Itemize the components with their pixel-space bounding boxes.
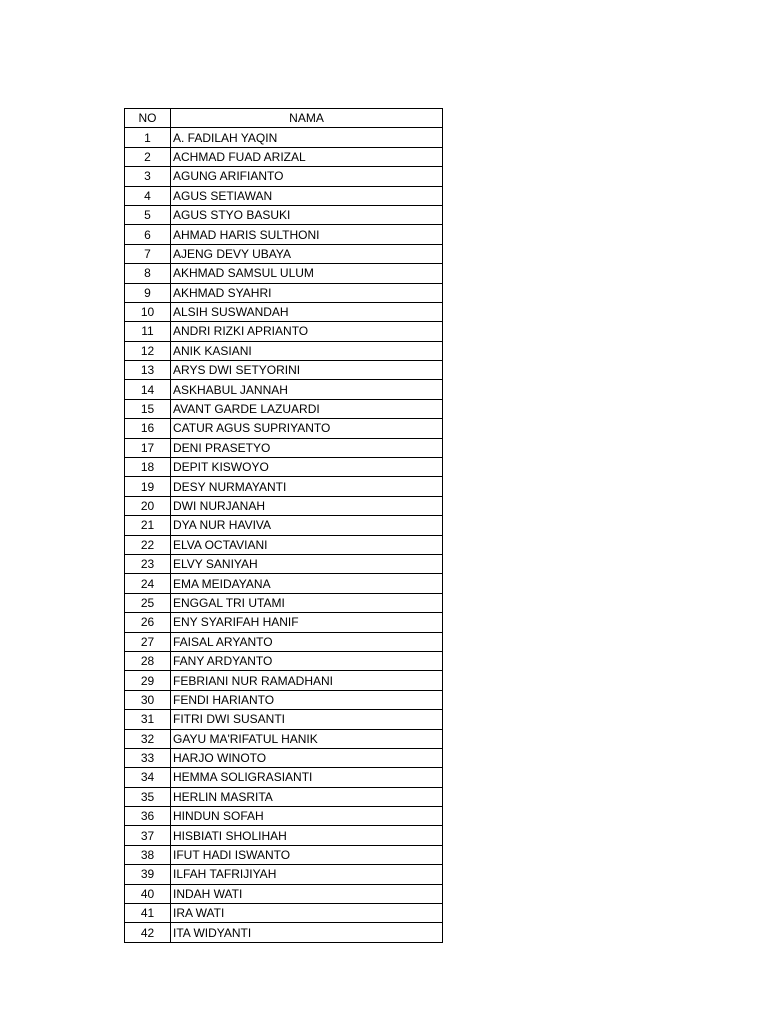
- table-row: [125, 128, 443, 147]
- name-cell: DWI NURJANAH: [171, 496, 443, 515]
- table-body: [125, 128, 443, 942]
- table-row: [125, 167, 443, 186]
- row-number-cell: 40: [125, 884, 171, 903]
- name-list-sheet: [124, 108, 442, 943]
- row-number-cell: 11: [125, 322, 171, 341]
- name-cell: FEBRIANI NUR RAMADHANI: [171, 671, 443, 690]
- table-row: [125, 865, 443, 884]
- table-row: [125, 477, 443, 496]
- column-header-no: NO: [125, 109, 171, 128]
- table-row: [125, 244, 443, 263]
- table-header-row: [125, 109, 443, 128]
- name-cell: DEPIT KISWOYO: [171, 458, 443, 477]
- row-number-cell: 37: [125, 826, 171, 845]
- row-number-cell: 5: [125, 205, 171, 224]
- name-cell: DESY NURMAYANTI: [171, 477, 443, 496]
- name-cell: FAISAL ARYANTO: [171, 632, 443, 651]
- name-cell: HARJO WINOTO: [171, 748, 443, 767]
- table-row: [125, 845, 443, 864]
- row-number-cell: 27: [125, 632, 171, 651]
- table-row: [125, 264, 443, 283]
- name-cell: INDAH WATI: [171, 884, 443, 903]
- row-number-cell: 24: [125, 574, 171, 593]
- name-cell: ENGGAL TRI UTAMI: [171, 593, 443, 612]
- name-cell: HEMMA SOLIGRASIANTI: [171, 768, 443, 787]
- row-number-cell: 4: [125, 186, 171, 205]
- row-number-cell: 10: [125, 302, 171, 321]
- row-number-cell: 30: [125, 690, 171, 709]
- row-number-cell: 42: [125, 923, 171, 942]
- column-header-nama: NAMA: [171, 109, 443, 128]
- name-cell: EMA MEIDAYANA: [171, 574, 443, 593]
- table-row: [125, 225, 443, 244]
- table-row: [125, 710, 443, 729]
- row-number-cell: 15: [125, 399, 171, 418]
- row-number-cell: 2: [125, 147, 171, 166]
- table-row: [125, 535, 443, 554]
- name-cell: HERLIN MASRITA: [171, 787, 443, 806]
- name-table: [124, 108, 443, 943]
- table-row: [125, 302, 443, 321]
- name-cell: AHMAD HARIS SULTHONI: [171, 225, 443, 244]
- name-cell: AKHMAD SYAHRI: [171, 283, 443, 302]
- table-row: [125, 283, 443, 302]
- table-row: [125, 419, 443, 438]
- table-row: [125, 554, 443, 573]
- row-number-cell: 29: [125, 671, 171, 690]
- table-row: [125, 399, 443, 418]
- name-cell: CATUR AGUS SUPRIYANTO: [171, 419, 443, 438]
- row-number-cell: 31: [125, 710, 171, 729]
- row-number-cell: 34: [125, 768, 171, 787]
- row-number-cell: 20: [125, 496, 171, 515]
- name-cell: HINDUN SOFAH: [171, 807, 443, 826]
- name-cell: A. FADILAH YAQIN: [171, 128, 443, 147]
- table-row: [125, 438, 443, 457]
- name-cell: FENDI HARIANTO: [171, 690, 443, 709]
- table-row: [125, 748, 443, 767]
- row-number-cell: 28: [125, 651, 171, 670]
- name-cell: ELVY SANIYAH: [171, 554, 443, 573]
- name-cell: AJENG DEVY UBAYA: [171, 244, 443, 263]
- row-number-cell: 36: [125, 807, 171, 826]
- table-row: [125, 632, 443, 651]
- table-row: [125, 380, 443, 399]
- name-cell: ENY SYARIFAH HANIF: [171, 613, 443, 632]
- name-cell: FANY ARDYANTO: [171, 651, 443, 670]
- row-number-cell: 35: [125, 787, 171, 806]
- table-row: [125, 186, 443, 205]
- name-cell: AGUS SETIAWAN: [171, 186, 443, 205]
- name-cell: FITRI DWI SUSANTI: [171, 710, 443, 729]
- name-cell: DENI PRASETYO: [171, 438, 443, 457]
- name-cell: ACHMAD FUAD ARIZAL: [171, 147, 443, 166]
- table-row: [125, 458, 443, 477]
- table-row: [125, 322, 443, 341]
- row-number-cell: 7: [125, 244, 171, 263]
- name-cell: DYA NUR HAVIVA: [171, 516, 443, 535]
- row-number-cell: 9: [125, 283, 171, 302]
- table-row: [125, 593, 443, 612]
- name-cell: AVANT GARDE LAZUARDI: [171, 399, 443, 418]
- name-cell: ASKHABUL JANNAH: [171, 380, 443, 399]
- table-row: [125, 205, 443, 224]
- name-cell: IRA WATI: [171, 904, 443, 923]
- name-cell: GAYU MA'RIFATUL HANIK: [171, 729, 443, 748]
- table-row: [125, 574, 443, 593]
- row-number-cell: 21: [125, 516, 171, 535]
- row-number-cell: 18: [125, 458, 171, 477]
- row-number-cell: 16: [125, 419, 171, 438]
- row-number-cell: 22: [125, 535, 171, 554]
- name-cell: AKHMAD SAMSUL ULUM: [171, 264, 443, 283]
- name-cell: ITA WIDYANTI: [171, 923, 443, 942]
- table-row: [125, 147, 443, 166]
- name-cell: ANDRI RIZKI APRIANTO: [171, 322, 443, 341]
- row-number-cell: 26: [125, 613, 171, 632]
- name-cell: AGUS STYO BASUKI: [171, 205, 443, 224]
- row-number-cell: 17: [125, 438, 171, 457]
- name-cell: HISBIATI SHOLIHAH: [171, 826, 443, 845]
- table-row: [125, 516, 443, 535]
- table-row: [125, 729, 443, 748]
- table-row: [125, 807, 443, 826]
- name-cell: AGUNG ARIFIANTO: [171, 167, 443, 186]
- name-cell: ALSIH SUSWANDAH: [171, 302, 443, 321]
- row-number-cell: 38: [125, 845, 171, 864]
- row-number-cell: 41: [125, 904, 171, 923]
- row-number-cell: 8: [125, 264, 171, 283]
- table-row: [125, 690, 443, 709]
- row-number-cell: 14: [125, 380, 171, 399]
- name-cell: ELVA OCTAVIANI: [171, 535, 443, 554]
- name-cell: ILFAH TAFRIJIYAH: [171, 865, 443, 884]
- table-row: [125, 613, 443, 632]
- name-cell: ANIK KASIANI: [171, 341, 443, 360]
- table-row: [125, 904, 443, 923]
- row-number-cell: 6: [125, 225, 171, 244]
- row-number-cell: 12: [125, 341, 171, 360]
- name-cell: IFUT HADI ISWANTO: [171, 845, 443, 864]
- table-row: [125, 923, 443, 942]
- row-number-cell: 19: [125, 477, 171, 496]
- table-row: [125, 671, 443, 690]
- table-row: [125, 884, 443, 903]
- table-row: [125, 787, 443, 806]
- row-number-cell: 3: [125, 167, 171, 186]
- table-row: [125, 651, 443, 670]
- row-number-cell: 1: [125, 128, 171, 147]
- table-row: [125, 341, 443, 360]
- row-number-cell: 25: [125, 593, 171, 612]
- table-row: [125, 826, 443, 845]
- row-number-cell: 23: [125, 554, 171, 573]
- row-number-cell: 33: [125, 748, 171, 767]
- table-row: [125, 496, 443, 515]
- row-number-cell: 32: [125, 729, 171, 748]
- row-number-cell: 13: [125, 361, 171, 380]
- table-row: [125, 361, 443, 380]
- row-number-cell: 39: [125, 865, 171, 884]
- table-row: [125, 768, 443, 787]
- name-cell: ARYS DWI SETYORINI: [171, 361, 443, 380]
